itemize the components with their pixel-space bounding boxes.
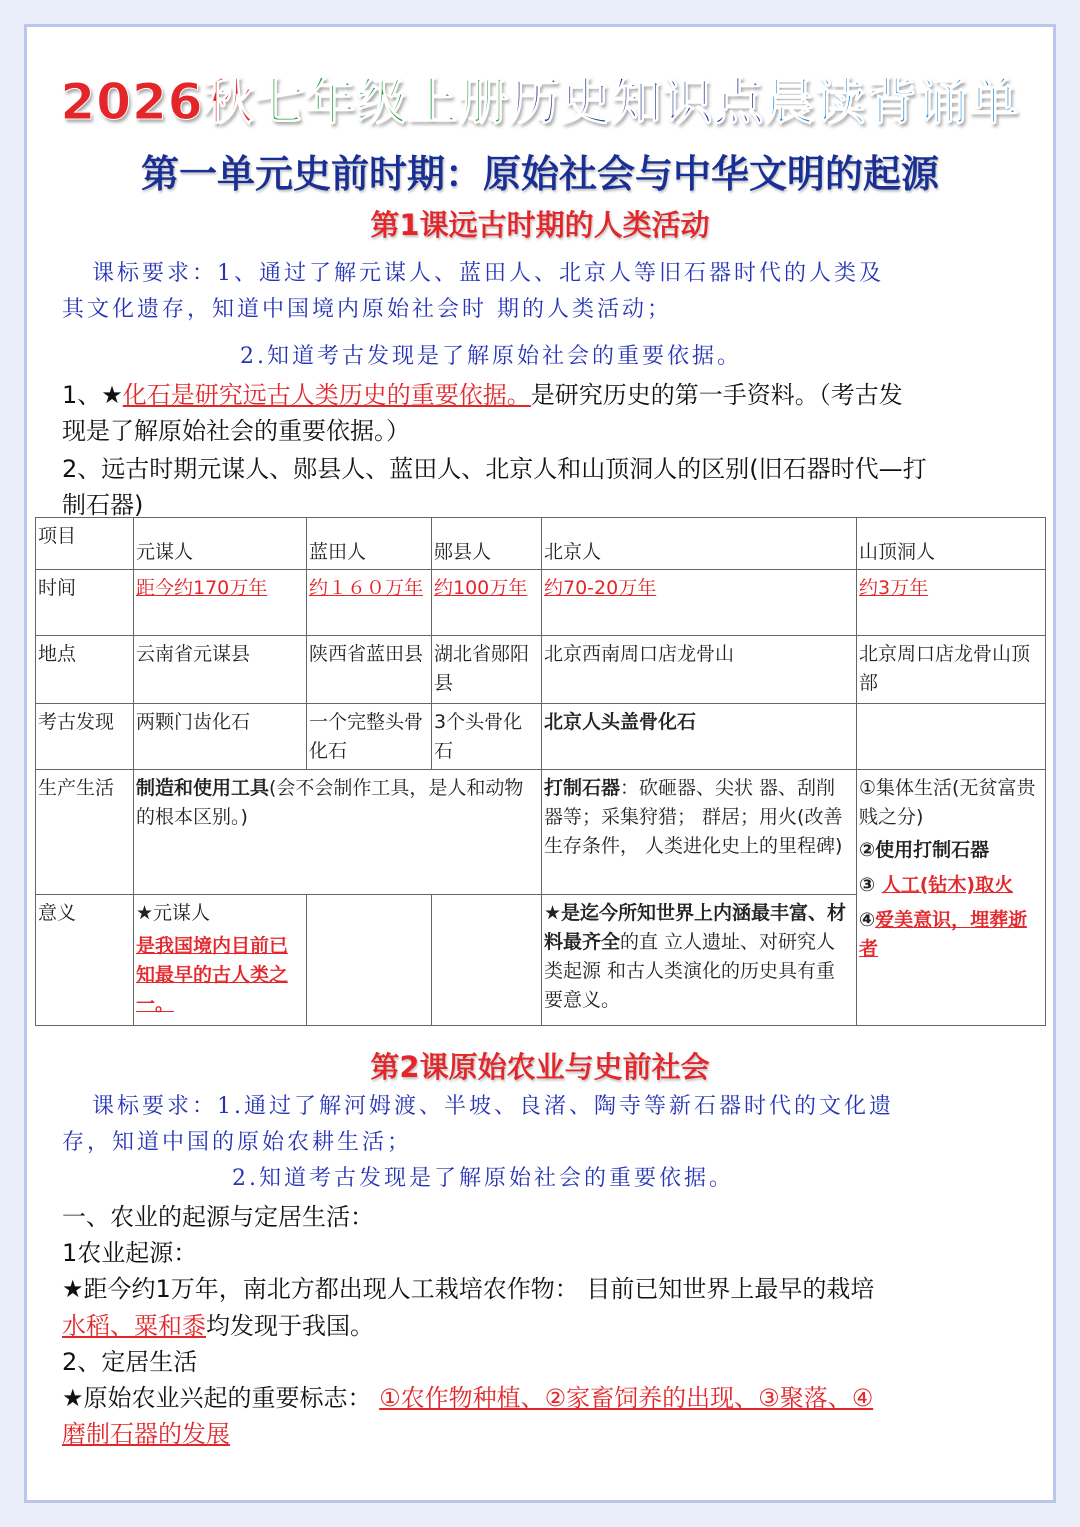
table-cell: 约70-20万年 <box>542 570 857 636</box>
table-row <box>36 570 1046 636</box>
table-cell: ★元谋人 是我国境内目前已知最早的古人类之一。 <box>134 895 307 1026</box>
table-cell: ①集体生活(无贫富贵贱之分) ②使用打制石器 ③ 人工(钻木)取火 ④爱美意识，埋葬逝者 <box>857 770 1046 1026</box>
table-cell: 云南省元谋县 <box>134 636 307 704</box>
title-subject: 历史知识点 <box>509 73 765 131</box>
point1-prefix: 1、★ <box>62 381 123 409</box>
settlement-signs: ①农作物种植、②家畜饲养的出现、③聚落、④ <box>379 1384 874 1412</box>
lesson1-point1-line2: 现是了解原始社会的重要依据。） <box>62 417 410 445</box>
lesson1-point1 <box>62 375 903 410</box>
table-row-label: 地点 <box>36 636 134 704</box>
unit-title: 第一单元史前时期：原始社会与中华文明的起源 <box>140 152 939 196</box>
table-cell: 北京周口店龙骨山顶部 <box>857 636 1046 704</box>
lesson2-standard-line2: 存，知道中国的原始农耕生活； <box>62 1130 413 1155</box>
table-row <box>36 636 1046 704</box>
point1-rest: 是研究历史的第一手资料。（考古发 <box>530 381 903 409</box>
table-row-label: 考古发现 <box>36 704 134 770</box>
lesson1-standard-line1: 课标要求：1、通过了解元谋人、蓝田人、北京人等旧石器时代的人类及 <box>92 261 884 286</box>
table-cell: 一个完整头骨化石 <box>307 704 432 770</box>
table-cell <box>307 895 432 1026</box>
table-header-cell: 郧县人 <box>432 518 542 570</box>
lesson1-point2-line2: 制石器) <box>62 491 144 519</box>
table-header-cell: 蓝田人 <box>307 518 432 570</box>
lesson1-standard-line2: 其文化遗存，知道中国境内原始社会时 期的人类活动； <box>62 297 672 322</box>
table-row-label: 生产生活 <box>36 770 134 895</box>
table-row <box>36 518 1046 570</box>
settlement-line2: 磨制石器的发展 <box>62 1420 230 1448</box>
table-cell <box>857 704 1046 770</box>
table-row-label: 时间 <box>36 570 134 636</box>
title-grade: 七年级上册 <box>254 73 510 131</box>
table-cell: 3个头骨化石 <box>432 704 542 770</box>
table-row <box>36 770 1046 895</box>
point1-highlight: 化石是研究远古人类历史的重要依据。 <box>122 381 531 409</box>
table-cell: 湖北省郧阳县 <box>432 636 542 704</box>
subheading-settlement: 2、定居生活 <box>62 1348 198 1376</box>
table-cell: 北京西南周口店龙骨山 <box>542 636 857 704</box>
origin-line1: ★距今约1万年，南北方都出现人工栽培农作物： 目前已知世界上最早的栽培 <box>62 1275 875 1303</box>
table-cell: 陕西省蓝田县 <box>307 636 432 704</box>
origin-crops: 水稻、粟和黍 <box>62 1312 206 1340</box>
lesson2-standard-line1: 课标要求：1.通过了解河姆渡、半坡、良渚、陶寺等新石器时代的文化遗 <box>92 1094 894 1119</box>
settlement-line1: ★原始农业兴起的重要标志： ①农作物种植、②家畜饲养的出现、③聚落、④ <box>62 1384 874 1412</box>
table-header-cell: 元谋人 <box>134 518 307 570</box>
table-cell: 约100万年 <box>432 570 542 636</box>
table-cell: ★是迄今所知世界上内涵最丰富、材料最齐全的直 立人遗址、对研究人类起源 和古人类演化的历史具有重 要意义。 <box>542 895 857 1026</box>
table-header-cell: 北京人 <box>542 518 857 570</box>
lesson2-standard-line3: 2.知道考古发现是了解原始社会的重要依据。 <box>232 1166 734 1191</box>
table-cell: 两颗门齿化石 <box>134 704 307 770</box>
lesson1-point2-line1: 2、远古时期元谋人、郧县人、蓝田人、北京人和山顶洞人的区别(旧石器时代—打 <box>62 455 927 483</box>
table-cell: 北京人头盖骨化石 <box>542 704 857 770</box>
table-row <box>36 704 1046 770</box>
table-cell: 约3万年 <box>857 570 1046 636</box>
lesson1-standard-line3: 2.知道考古发现是了解原始社会的重要依据。 <box>240 344 742 369</box>
main-title <box>0 62 1080 134</box>
table-header-cell: 山顶洞人 <box>857 518 1046 570</box>
table-cell: 打制石器：砍砸器、尖状 器、刮削器等；采集狩猎； 群居；用火(改善生存条件， 人类进化史上的里程碑) <box>542 770 857 895</box>
table-cell: 制造和使用工具(会不会制作工具，是人和动物的根本区别。) <box>134 770 542 895</box>
table-cell: 约１６０万年 <box>307 570 432 636</box>
title-list: 晨读背诵单 <box>764 73 1020 131</box>
origin-line2: 水稻、粟和黍均发现于我国。 <box>62 1312 374 1340</box>
table-cell <box>432 895 542 1026</box>
title-year: 2026秋 <box>60 73 255 131</box>
lesson2-title: 第2课原始农业与史前社会 <box>370 1050 710 1084</box>
table-row-label: 意义 <box>36 895 134 1026</box>
table-cell: 距今约170万年 <box>134 570 307 636</box>
lesson1-title: 第1课远古时期的人类活动 <box>370 208 710 242</box>
subheading-origin: 1农业起源： <box>62 1239 198 1267</box>
comparison-table <box>35 517 1046 1026</box>
table-header-cell: 项目 <box>36 518 134 570</box>
section-heading: 一、农业的起源与定居生活： <box>62 1203 374 1231</box>
